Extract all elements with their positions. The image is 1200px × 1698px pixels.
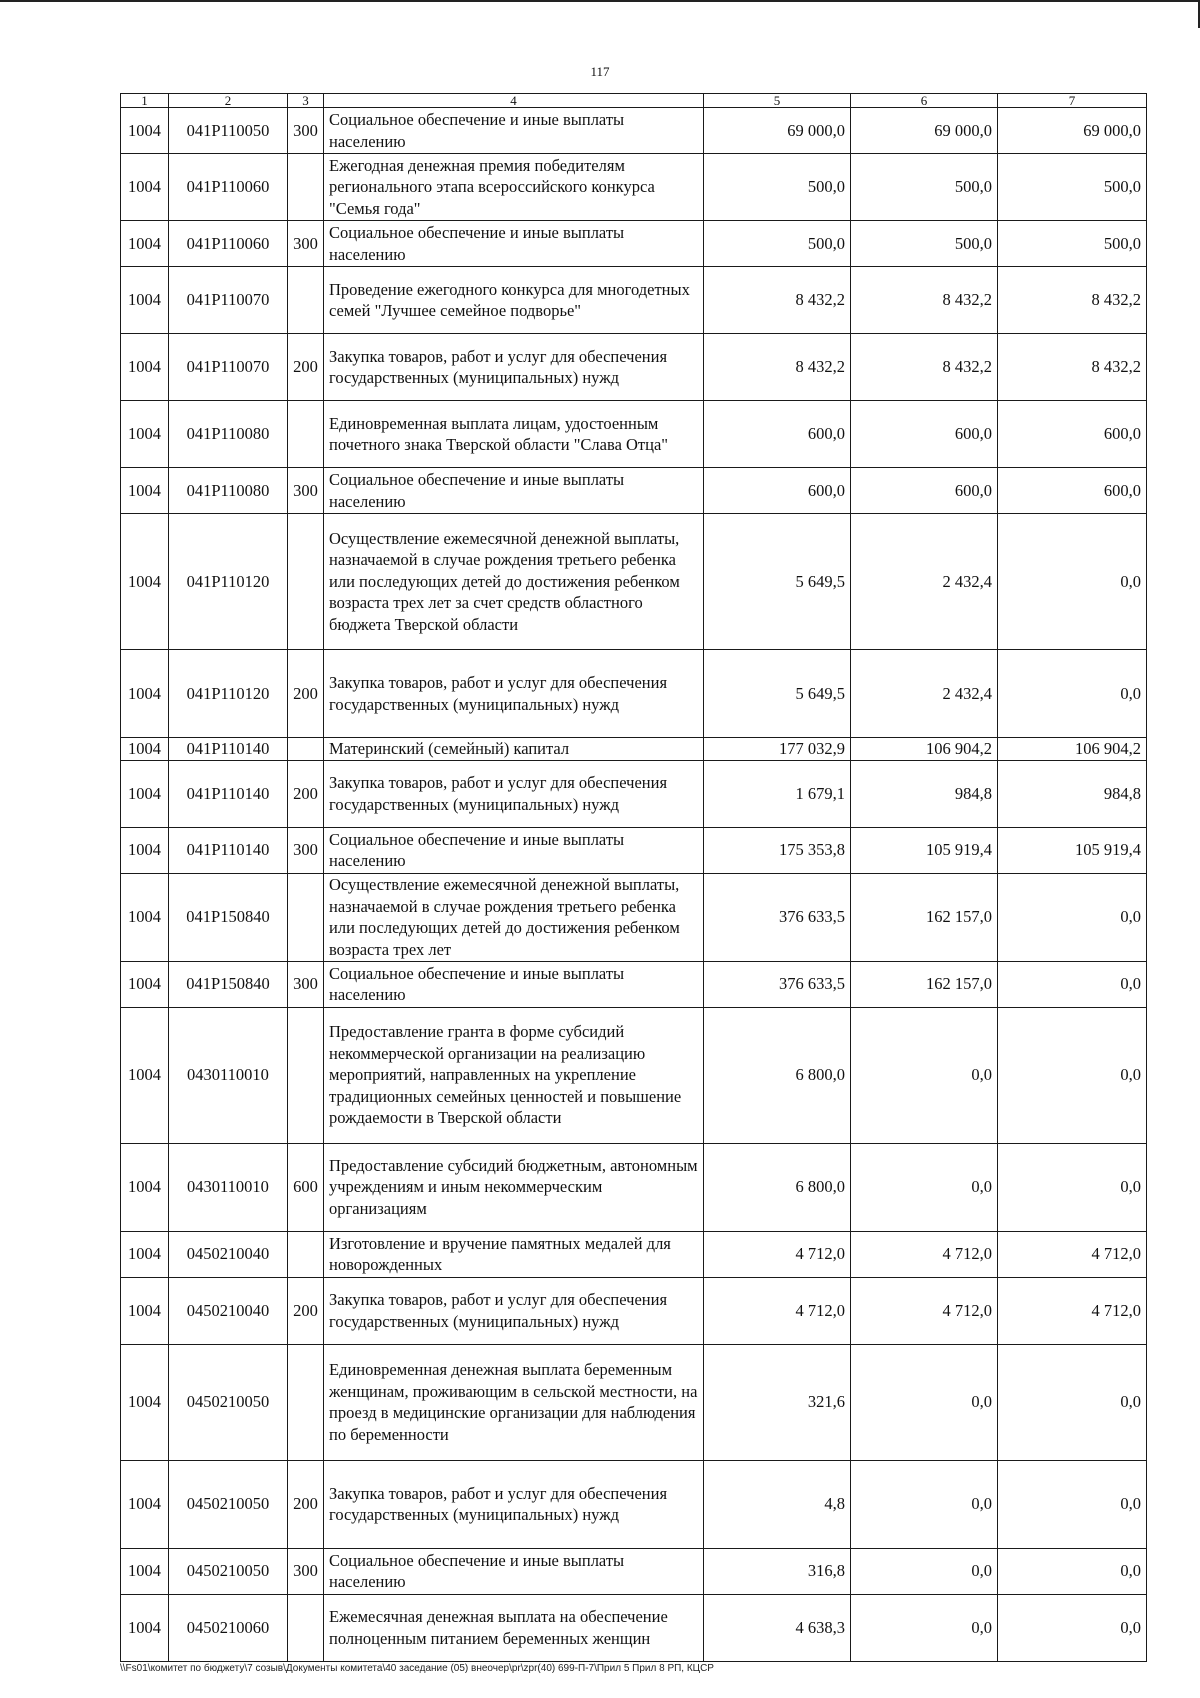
value-col5-cell: 8 432,2 [704, 334, 851, 401]
value-col7-cell: 4 712,0 [998, 1231, 1147, 1277]
expense-type-cell [288, 154, 324, 221]
name-cell: Социальное обеспечение и иные выплаты населению [324, 221, 704, 267]
table-row [121, 760, 1147, 827]
value-col5-cell: 4 712,0 [704, 1231, 851, 1277]
expense-type-cell [288, 514, 324, 650]
value-col6-cell: 69 000,0 [851, 108, 998, 154]
value-col5-cell: 5 649,5 [704, 650, 851, 738]
table-row [121, 468, 1147, 514]
expense-type-cell: 200 [288, 334, 324, 401]
section-cell: 1004 [121, 334, 169, 401]
expense-type-cell: 300 [288, 1548, 324, 1594]
code-cell: 041Р110070 [169, 334, 288, 401]
value-col5-cell: 1 679,1 [704, 760, 851, 827]
expense-type-cell [288, 873, 324, 961]
code-cell: 0450210040 [169, 1277, 288, 1344]
code-cell: 041Р110140 [169, 827, 288, 873]
value-col6-cell: 106 904,2 [851, 738, 998, 761]
value-col7-cell: 0,0 [998, 1594, 1147, 1661]
value-col6-cell: 162 157,0 [851, 873, 998, 961]
value-col6-cell: 8 432,2 [851, 267, 998, 334]
code-cell: 041Р110080 [169, 401, 288, 468]
expense-type-cell [288, 401, 324, 468]
value-col7-cell: 8 432,2 [998, 334, 1147, 401]
value-col7-cell: 4 712,0 [998, 1277, 1147, 1344]
section-cell: 1004 [121, 1277, 169, 1344]
value-col5-cell: 6 800,0 [704, 1007, 851, 1143]
name-cell: Осуществление ежемесячной денежной выплаты, назначаемой в случае рождения третьего ребенка или последующих детей до достижения ребенком возраста трех лет [324, 873, 704, 961]
table-row [121, 267, 1147, 334]
table-row [121, 1594, 1147, 1661]
value-col6-cell: 4 712,0 [851, 1277, 998, 1344]
name-cell: Закупка товаров, работ и услуг для обеспечения государственных (муниципальных) нужд [324, 334, 704, 401]
name-cell: Социальное обеспечение и иные выплаты населению [324, 961, 704, 1007]
name-cell: Социальное обеспечение и иные выплаты населению [324, 827, 704, 873]
value-col7-cell: 0,0 [998, 1548, 1147, 1594]
value-col6-cell: 984,8 [851, 760, 998, 827]
section-cell: 1004 [121, 873, 169, 961]
name-cell: Ежегодная денежная премия победителям регионального этапа всероссийского конкурса "Семья года" [324, 154, 704, 221]
value-col6-cell: 0,0 [851, 1143, 998, 1231]
code-cell: 041Р110140 [169, 738, 288, 761]
value-col7-cell: 69 000,0 [998, 108, 1147, 154]
column-header-7: 7 [998, 94, 1147, 108]
value-col5-cell: 5 649,5 [704, 514, 851, 650]
section-cell: 1004 [121, 760, 169, 827]
value-col5-cell: 69 000,0 [704, 108, 851, 154]
column-header-3: 3 [288, 94, 324, 108]
expense-type-cell: 600 [288, 1143, 324, 1231]
footer-file-path: \\Fs01\комитет по бюджету\7 созыв\Документы комитета\40 заседание (05) внеочер\pr\zpr(40) 699-П-7\Прил 5 Прил 8 РП, КЦСР [120, 1663, 714, 1674]
value-col5-cell: 6 800,0 [704, 1143, 851, 1231]
section-cell: 1004 [121, 650, 169, 738]
code-cell: 0450210050 [169, 1548, 288, 1594]
value-col5-cell: 600,0 [704, 401, 851, 468]
code-cell: 041Р110120 [169, 650, 288, 738]
value-col7-cell: 0,0 [998, 514, 1147, 650]
table-row [121, 1548, 1147, 1594]
code-cell: 041Р110120 [169, 514, 288, 650]
value-col5-cell: 316,8 [704, 1548, 851, 1594]
code-cell: 0450210050 [169, 1344, 288, 1460]
column-header-2: 2 [169, 94, 288, 108]
value-col5-cell: 500,0 [704, 154, 851, 221]
code-cell: 041Р110060 [169, 221, 288, 267]
table-row [121, 108, 1147, 154]
table-row [121, 154, 1147, 221]
table-row [121, 650, 1147, 738]
code-cell: 041Р110140 [169, 760, 288, 827]
section-cell: 1004 [121, 154, 169, 221]
value-col6-cell: 500,0 [851, 221, 998, 267]
section-cell: 1004 [121, 468, 169, 514]
value-col5-cell: 4 712,0 [704, 1277, 851, 1344]
value-col6-cell: 0,0 [851, 1460, 998, 1548]
value-col7-cell: 0,0 [998, 650, 1147, 738]
value-col7-cell: 0,0 [998, 1007, 1147, 1143]
table-header [121, 94, 1147, 108]
code-cell: 041Р150840 [169, 873, 288, 961]
section-cell: 1004 [121, 221, 169, 267]
section-cell: 1004 [121, 108, 169, 154]
budget-table [120, 93, 1147, 1662]
column-header-6: 6 [851, 94, 998, 108]
table-row [121, 401, 1147, 468]
value-col7-cell: 500,0 [998, 221, 1147, 267]
expense-type-cell: 300 [288, 108, 324, 154]
value-col5-cell: 4 638,3 [704, 1594, 851, 1661]
value-col6-cell: 0,0 [851, 1007, 998, 1143]
table-row [121, 1344, 1147, 1460]
value-col7-cell: 0,0 [998, 961, 1147, 1007]
table-row [121, 1460, 1147, 1548]
value-col6-cell: 2 432,4 [851, 650, 998, 738]
name-cell: Социальное обеспечение и иные выплаты населению [324, 468, 704, 514]
expense-type-cell: 300 [288, 468, 324, 514]
expense-type-cell [288, 1344, 324, 1460]
value-col5-cell: 175 353,8 [704, 827, 851, 873]
value-col6-cell: 8 432,2 [851, 334, 998, 401]
value-col6-cell: 600,0 [851, 468, 998, 514]
code-cell: 041Р150840 [169, 961, 288, 1007]
value-col7-cell: 0,0 [998, 873, 1147, 961]
section-cell: 1004 [121, 1548, 169, 1594]
section-cell: 1004 [121, 267, 169, 334]
name-cell: Единовременная выплата лицам, удостоенным почетного знака Тверской области "Слава Отца" [324, 401, 704, 468]
name-cell: Проведение ежегодного конкурса для многодетных семей "Лучшее семейное подворье" [324, 267, 704, 334]
table-row [121, 873, 1147, 961]
value-col5-cell: 8 432,2 [704, 267, 851, 334]
name-cell: Ежемесячная денежная выплата на обеспечение полноценным питанием беременных женщин [324, 1594, 704, 1661]
table-row [121, 1143, 1147, 1231]
table-row [121, 1007, 1147, 1143]
name-cell: Материнский (семейный) капитал [324, 738, 704, 761]
section-cell: 1004 [121, 514, 169, 650]
expense-type-cell: 200 [288, 650, 324, 738]
code-cell: 0430110010 [169, 1143, 288, 1231]
column-header-1: 1 [121, 94, 169, 108]
expense-type-cell [288, 738, 324, 761]
value-col6-cell: 162 157,0 [851, 961, 998, 1007]
expense-type-cell: 300 [288, 827, 324, 873]
value-col5-cell: 376 633,5 [704, 961, 851, 1007]
value-col5-cell: 500,0 [704, 221, 851, 267]
value-col5-cell: 177 032,9 [704, 738, 851, 761]
code-cell: 0430110010 [169, 1007, 288, 1143]
section-cell: 1004 [121, 401, 169, 468]
value-col7-cell: 500,0 [998, 154, 1147, 221]
section-cell: 1004 [121, 1594, 169, 1661]
value-col6-cell: 500,0 [851, 154, 998, 221]
value-col5-cell: 600,0 [704, 468, 851, 514]
table-row [121, 961, 1147, 1007]
table-body [121, 108, 1147, 1662]
section-cell: 1004 [121, 1007, 169, 1143]
scan-top-edge [0, 0, 1200, 2]
name-cell: Социальное обеспечение и иные выплаты населению [324, 108, 704, 154]
name-cell: Осуществление ежемесячной денежной выплаты, назначаемой в случае рождения третьего ребенка или последующих детей до достижения ребенком возраста трех лет за счет средств областного бюджета Тверской области [324, 514, 704, 650]
value-col7-cell: 105 919,4 [998, 827, 1147, 873]
table-row [121, 738, 1147, 761]
value-col7-cell: 0,0 [998, 1460, 1147, 1548]
column-header-4: 4 [324, 94, 704, 108]
section-cell: 1004 [121, 827, 169, 873]
name-cell: Единовременная денежная выплата беременным женщинам, проживающим в сельской местности, на проезд в медицинские организации для наблюдения по беременности [324, 1344, 704, 1460]
expense-type-cell: 200 [288, 1277, 324, 1344]
value-col6-cell: 2 432,4 [851, 514, 998, 650]
name-cell: Закупка товаров, работ и услуг для обеспечения государственных (муниципальных) нужд [324, 1460, 704, 1548]
page-number: 117 [590, 64, 610, 79]
section-cell: 1004 [121, 1344, 169, 1460]
name-cell: Закупка товаров, работ и услуг для обеспечения государственных (муниципальных) нужд [324, 760, 704, 827]
value-col7-cell: 0,0 [998, 1344, 1147, 1460]
expense-type-cell [288, 1007, 324, 1143]
value-col6-cell: 0,0 [851, 1344, 998, 1460]
table-row [121, 334, 1147, 401]
code-cell: 0450210060 [169, 1594, 288, 1661]
code-cell: 041Р110080 [169, 468, 288, 514]
value-col5-cell: 321,6 [704, 1344, 851, 1460]
value-col5-cell: 4,8 [704, 1460, 851, 1548]
value-col6-cell: 0,0 [851, 1594, 998, 1661]
name-cell: Социальное обеспечение и иные выплаты населению [324, 1548, 704, 1594]
name-cell: Изготовление и вручение памятных медалей для новорожденных [324, 1231, 704, 1277]
section-cell: 1004 [121, 1143, 169, 1231]
section-cell: 1004 [121, 961, 169, 1007]
expense-type-cell: 300 [288, 961, 324, 1007]
expense-type-cell: 300 [288, 221, 324, 267]
expense-type-cell: 200 [288, 760, 324, 827]
table-row [121, 514, 1147, 650]
column-header-5: 5 [704, 94, 851, 108]
value-col7-cell: 106 904,2 [998, 738, 1147, 761]
expense-type-cell [288, 1594, 324, 1661]
code-cell: 041Р110070 [169, 267, 288, 334]
table-row [121, 827, 1147, 873]
section-cell: 1004 [121, 1231, 169, 1277]
section-cell: 1004 [121, 1460, 169, 1548]
table-row [121, 221, 1147, 267]
value-col6-cell: 600,0 [851, 401, 998, 468]
value-col5-cell: 376 633,5 [704, 873, 851, 961]
value-col7-cell: 984,8 [998, 760, 1147, 827]
name-cell: Предоставление субсидий бюджетным, автономным учреждениям и иным некоммерческим организациям [324, 1143, 704, 1231]
value-col7-cell: 8 432,2 [998, 267, 1147, 334]
table-row [121, 1277, 1147, 1344]
header-row [121, 94, 1147, 108]
value-col7-cell: 600,0 [998, 401, 1147, 468]
name-cell: Закупка товаров, работ и услуг для обеспечения государственных (муниципальных) нужд [324, 650, 704, 738]
code-cell: 0450210050 [169, 1460, 288, 1548]
section-cell: 1004 [121, 738, 169, 761]
code-cell: 0450210040 [169, 1231, 288, 1277]
code-cell: 041Р110060 [169, 154, 288, 221]
expense-type-cell [288, 1231, 324, 1277]
value-col6-cell: 0,0 [851, 1548, 998, 1594]
value-col6-cell: 105 919,4 [851, 827, 998, 873]
expense-type-cell [288, 267, 324, 334]
value-col6-cell: 4 712,0 [851, 1231, 998, 1277]
name-cell: Предоставление гранта в форме субсидий некоммерческой организации на реализацию мероприятий, направленных на укрепление традиционных семейных ценностей и повышение рождаемости в Тверской области [324, 1007, 704, 1143]
value-col7-cell: 600,0 [998, 468, 1147, 514]
table-row [121, 1231, 1147, 1277]
name-cell: Закупка товаров, работ и услуг для обеспечения государственных (муниципальных) нужд [324, 1277, 704, 1344]
value-col7-cell: 0,0 [998, 1143, 1147, 1231]
code-cell: 041Р110050 [169, 108, 288, 154]
expense-type-cell: 200 [288, 1460, 324, 1548]
